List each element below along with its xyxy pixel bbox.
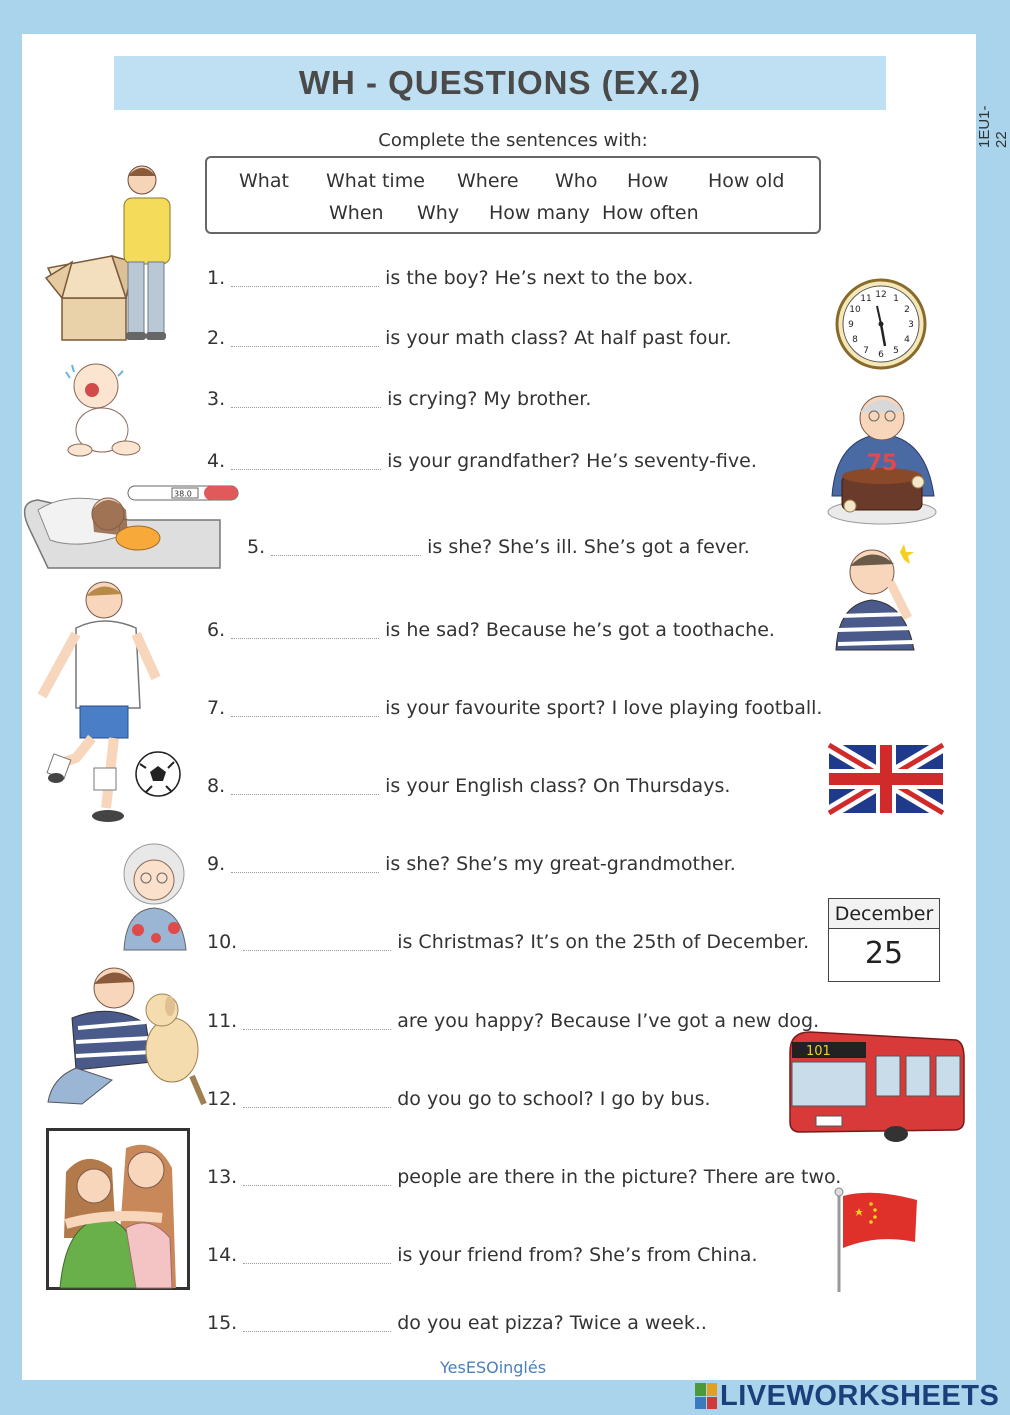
question-number: 12. [207,1088,238,1110]
question-3 [207,384,591,414]
question-text: is your grandfather? He’s seventy-five. [387,450,757,472]
clock-number: 2 [904,305,910,315]
word-when: When [329,202,384,224]
boy-dog-illustration [42,958,210,1110]
answer-blank-10[interactable] [243,933,391,951]
question-8 [207,771,730,801]
clock-number: 10 [849,305,861,315]
question-text: do you go to school? I go by bus. [397,1088,711,1110]
word-how-many: How many [489,202,590,224]
question-7 [207,693,822,723]
question-text: is Christmas? It’s on the 25th of December. [397,931,810,953]
answer-blank-13[interactable] [243,1168,391,1186]
question-number: 7. [207,697,226,719]
clock-illustration [833,278,929,370]
clock-number: 6 [878,350,884,360]
question-10 [207,927,809,957]
question-13 [207,1162,841,1192]
calendar-illustration [828,898,940,982]
answer-blank-8[interactable] [231,777,379,795]
answer-blank-12[interactable] [243,1090,391,1108]
football-boy-illustration [36,578,186,826]
question-number: 15. [207,1312,238,1334]
title-bar [114,56,886,110]
answer-blank-14[interactable] [243,1246,391,1264]
cake-number: 75 [866,451,898,476]
crying-baby-illustration [66,358,144,458]
question-text: is your favourite sport? I love playing football. [385,697,823,719]
answer-blank-7[interactable] [231,699,379,717]
question-number: 1. [207,267,226,289]
answer-blank-5[interactable] [271,538,421,556]
clock-number: 5 [893,346,899,356]
thermometer-reading: 38.0 [174,489,192,499]
question-text: is he sad? Because he’s got a toothache. [385,619,775,641]
question-11 [207,1006,819,1036]
question-number: 8. [207,775,226,797]
question-2 [207,323,732,353]
question-text: do you eat pizza? Twice a week.. [397,1312,707,1334]
clock-number: 7 [863,346,869,356]
question-number: 3. [207,388,226,410]
clock-number: 11 [860,294,872,304]
question-15 [207,1308,707,1338]
answer-blank-3[interactable] [231,390,381,408]
boy-box-illustration [42,158,174,344]
liveworksheets-watermark[interactable] [695,1381,999,1411]
question-text: are you happy? Because I’ve got a new dog. [397,1010,820,1032]
worksheet-code: 1EU1-22 [976,105,1010,148]
bus-illustration [786,1022,968,1146]
liveworksheets-logo-icon [695,1383,717,1409]
word-how-old: How old [708,170,785,192]
question-number: 2. [207,327,226,349]
question-12 [207,1084,711,1114]
answer-blank-11[interactable] [243,1012,391,1030]
calendar-month: December [829,899,939,929]
bus-number: 101 [806,1044,831,1059]
clock-number: 3 [908,320,914,330]
question-1 [207,263,693,293]
calendar-day: 25 [864,936,904,971]
question-number: 5. [247,536,266,558]
uk-flag-illustration [829,745,943,813]
page-title: WH - QUESTIONS (EX.2) [298,64,702,101]
word-how-often: How often [602,202,699,224]
word-who: Who [555,170,598,192]
clock-number: 9 [848,320,854,330]
sick-girl-illustration [8,480,240,572]
clock-number: 4 [904,335,910,345]
word-where: Where [457,170,519,192]
question-text: people are there in the picture? There are two. [397,1166,842,1188]
clock-number: 12 [875,290,887,300]
grandmother-illustration [120,838,190,950]
clock-number: 1 [893,294,899,304]
footer-credit: YesESOinglés [440,1358,547,1377]
question-14 [207,1240,758,1270]
question-number: 13. [207,1166,238,1188]
question-6 [207,615,775,645]
china-flag-illustration [833,1186,919,1294]
question-number: 10. [207,931,238,953]
answer-blank-1[interactable] [231,269,379,287]
question-9 [207,849,736,879]
word-what: What [239,170,289,192]
question-number: 14. [207,1244,238,1266]
grandfather-cake-illustration [826,386,940,534]
answer-blank-2[interactable] [231,329,379,347]
answer-blank-6[interactable] [231,621,379,639]
toothache-boy-illustration [834,538,924,650]
watermark-text: LIVEWORKSHEETS [720,1379,1000,1412]
question-number: 4. [207,450,226,472]
question-number: 9. [207,853,226,875]
question-text: is your math class? At half past four. [385,327,732,349]
word-how: How [627,170,669,192]
word-what-time: What time [326,170,425,192]
two-girls-illustration [46,1128,190,1290]
answer-blank-15[interactable] [243,1314,391,1332]
question-text: is the boy? He’s next to the box. [385,267,694,289]
answer-blank-4[interactable] [231,452,381,470]
answer-blank-9[interactable] [231,855,379,873]
clock-number: 8 [852,335,858,345]
question-text: is crying? My brother. [387,388,592,410]
question-text: is your English class? On Thursdays. [385,775,731,797]
word-why: Why [417,202,460,224]
question-number: 6. [207,619,226,641]
instructions: Complete the sentences with: [378,130,648,151]
question-4 [207,446,757,476]
question-5 [247,532,750,562]
question-text: is she? She’s my great-grandmother. [385,853,736,875]
question-number: 11. [207,1010,238,1032]
question-text: is your friend from? She’s from China. [397,1244,758,1266]
question-text: is she? She’s ill. She’s got a fever. [427,536,750,558]
